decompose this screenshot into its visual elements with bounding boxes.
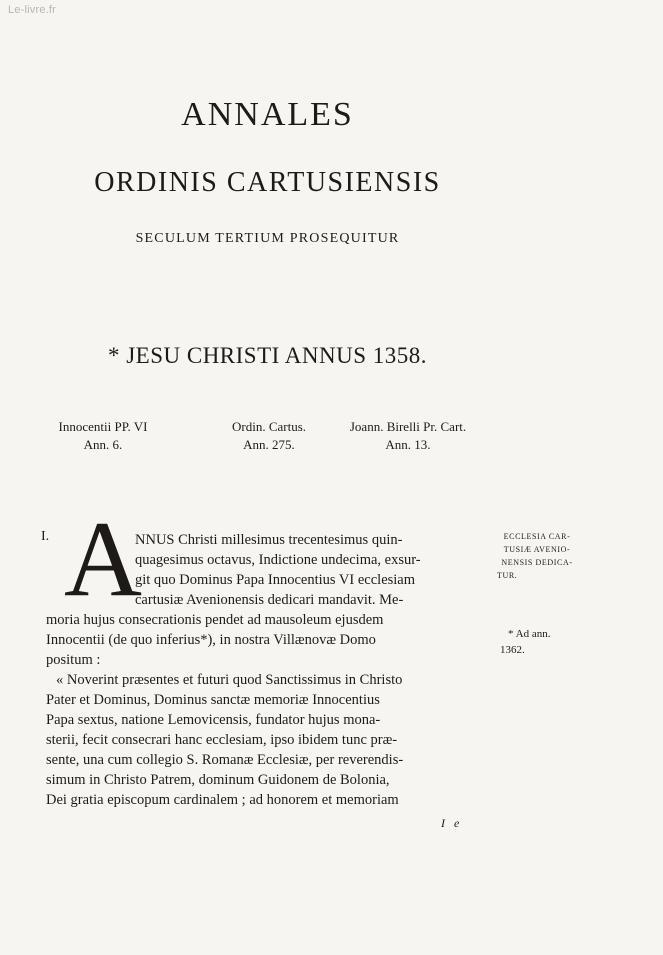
body-line: simum in Christo Patrem, dominum Guidonem de Bolonia,: [46, 772, 390, 788]
margin-note-line: NENSIS DEDICA-: [501, 558, 573, 567]
body-line: sente, una cum collegio S. Romanæ Ecclesiæ, per reverendis-: [46, 752, 404, 768]
reign-order: [194, 418, 344, 454]
reign-pope-year: Ann. 6.: [83, 437, 123, 452]
body-line: sterii, fecit consecrari hanc ecclesiam, ipso ibidem tunc præ-: [46, 732, 398, 748]
reign-prior-name: Joann. Birelli Pr. Cart.: [349, 419, 467, 434]
reign-prior: [333, 418, 483, 454]
reign-pope-name: Innocentii PP. VI: [58, 419, 148, 434]
body-line: Innocentii (de quo inferius*), in nostra Villænovæ Domo: [46, 632, 376, 648]
margin-note-line: TUSIÆ AVENIO-: [503, 545, 571, 554]
watermark-text: Le-livre.fr: [8, 4, 57, 16]
body-line: NNUS Christi millesimus trecentesimus quin-: [135, 532, 403, 548]
drop-cap: A: [64, 500, 142, 619]
body-line: Dei gratia episcopum cardinalem ; ad honorem et memoriam: [46, 792, 399, 808]
year-heading: * JESU CHRISTI ANNUS 1358.: [107, 343, 428, 368]
body-line: moria hujus consecrationis pendet ad mausoleum ejusdem: [46, 612, 384, 628]
margin-note-line: ECCLESIA CAR-: [503, 532, 571, 541]
body-line: Pater et Dominus, Dominus sanctæ memoriæ Innocentius: [46, 692, 380, 708]
margin-reference: [500, 626, 550, 658]
body-line: git quo Dominus Papa Innocentius VI ecclesiam: [135, 572, 416, 588]
body-line: quagesimus octavus, Indictione undecima, exsur-: [135, 552, 421, 568]
reign-prior-year: Ann. 13.: [385, 437, 431, 452]
margin-note: [497, 530, 577, 582]
page-title: ANNALES: [181, 96, 354, 133]
body-line: cartusiæ Avenionensis dedicari mandavit. Me-: [135, 592, 404, 608]
body-line: positum :: [46, 652, 101, 668]
body-line: « Noverint præsentes et futuri quod Sanctissimus in Christo: [56, 672, 403, 688]
reign-pope: [28, 418, 178, 454]
body-line: Papa sextus, natione Lemovicensis, fundator hujus mona-: [46, 712, 381, 728]
reign-order-year: Ann. 275.: [243, 437, 295, 452]
reign-order-name: Ordin. Cartus.: [231, 419, 307, 434]
signature-mark: I e: [441, 816, 463, 830]
margin-ref-line: * Ad ann.: [508, 628, 551, 640]
page-subtitle: ORDINIS CARTUSIENSIS: [94, 167, 441, 198]
page-tagline: SECULUM TERTIUM PROSEQUITUR: [135, 231, 400, 246]
margin-ref-line: 1362.: [500, 644, 525, 656]
section-number: I.: [41, 529, 50, 544]
margin-note-line: TUR.: [497, 571, 518, 580]
